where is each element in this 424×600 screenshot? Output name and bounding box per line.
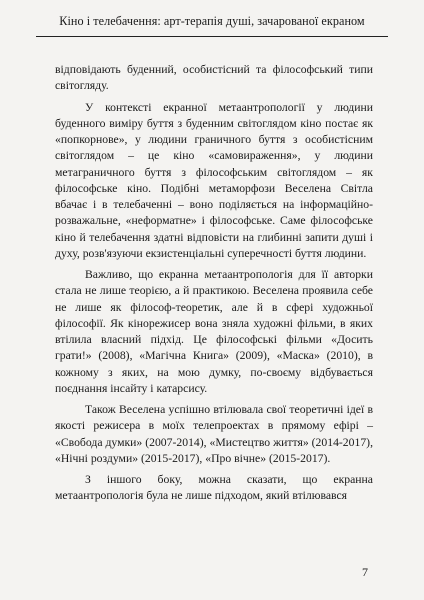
running-header: Кіно і телебачення: арт-терапія душі, зачарованої екраном	[59, 14, 365, 28]
body-text	[55, 62, 373, 510]
page-number: 7	[362, 565, 368, 579]
paragraph: відповідають буденний, особистісний та філософський типи світогляду.	[55, 63, 373, 93]
paragraph: Також Веселена успішно втілювала свої теоретичні ідеї в якості режисера в моїх телепроектах в прямому ефірі – «Свобода думки» (2007-2014), «Мистецтво життя» (2014-2017), «Нічні роздуми» (2015-2017), «Про вічне» (2015-2017).	[55, 403, 373, 465]
header-rule	[36, 36, 388, 37]
paragraph: Важливо, що екранна метаантропологія для її авторки стала не лише теорією, а й практикою. Веселена проявила себе не лише як філософ-теоретик, але й в сфері художньої філософії. Як кінорежисер вона зняла художні фільми, в яких втілила власний підхід. Це філософські фільми «Досить грати!» (2008), «Магічна Книга» (2009), «Маска» (2010), в кожному з яких, на мою думку, по-своєму відбувається поєднання інсайту і катарсису.	[55, 268, 373, 395]
paragraph: У контексті екранної метаантропології у людини буденного виміру буття з буденним світоглядом кіно постає як «попкорнове», у людини граничного буття з особистісним світоглядом – це кіно «самовираження», у людини метаграничного буття з філософським світоглядом – як філософське кіно. Подібні метаморфози Веселена Світла вбачає і в телебаченні – воно поділяється на інформаційно-розважальне, «неформатне» і філософське. Саме філософське кіно й телебачення здатні відповісти на глибинні запити душі і духу, розв'язуючи екзистенціальні суперечності буття людини.	[55, 100, 373, 260]
paragraph: З іншого боку, можна сказати, що екранна метаантропологія була не лише підходом, який втілювався	[55, 473, 373, 503]
